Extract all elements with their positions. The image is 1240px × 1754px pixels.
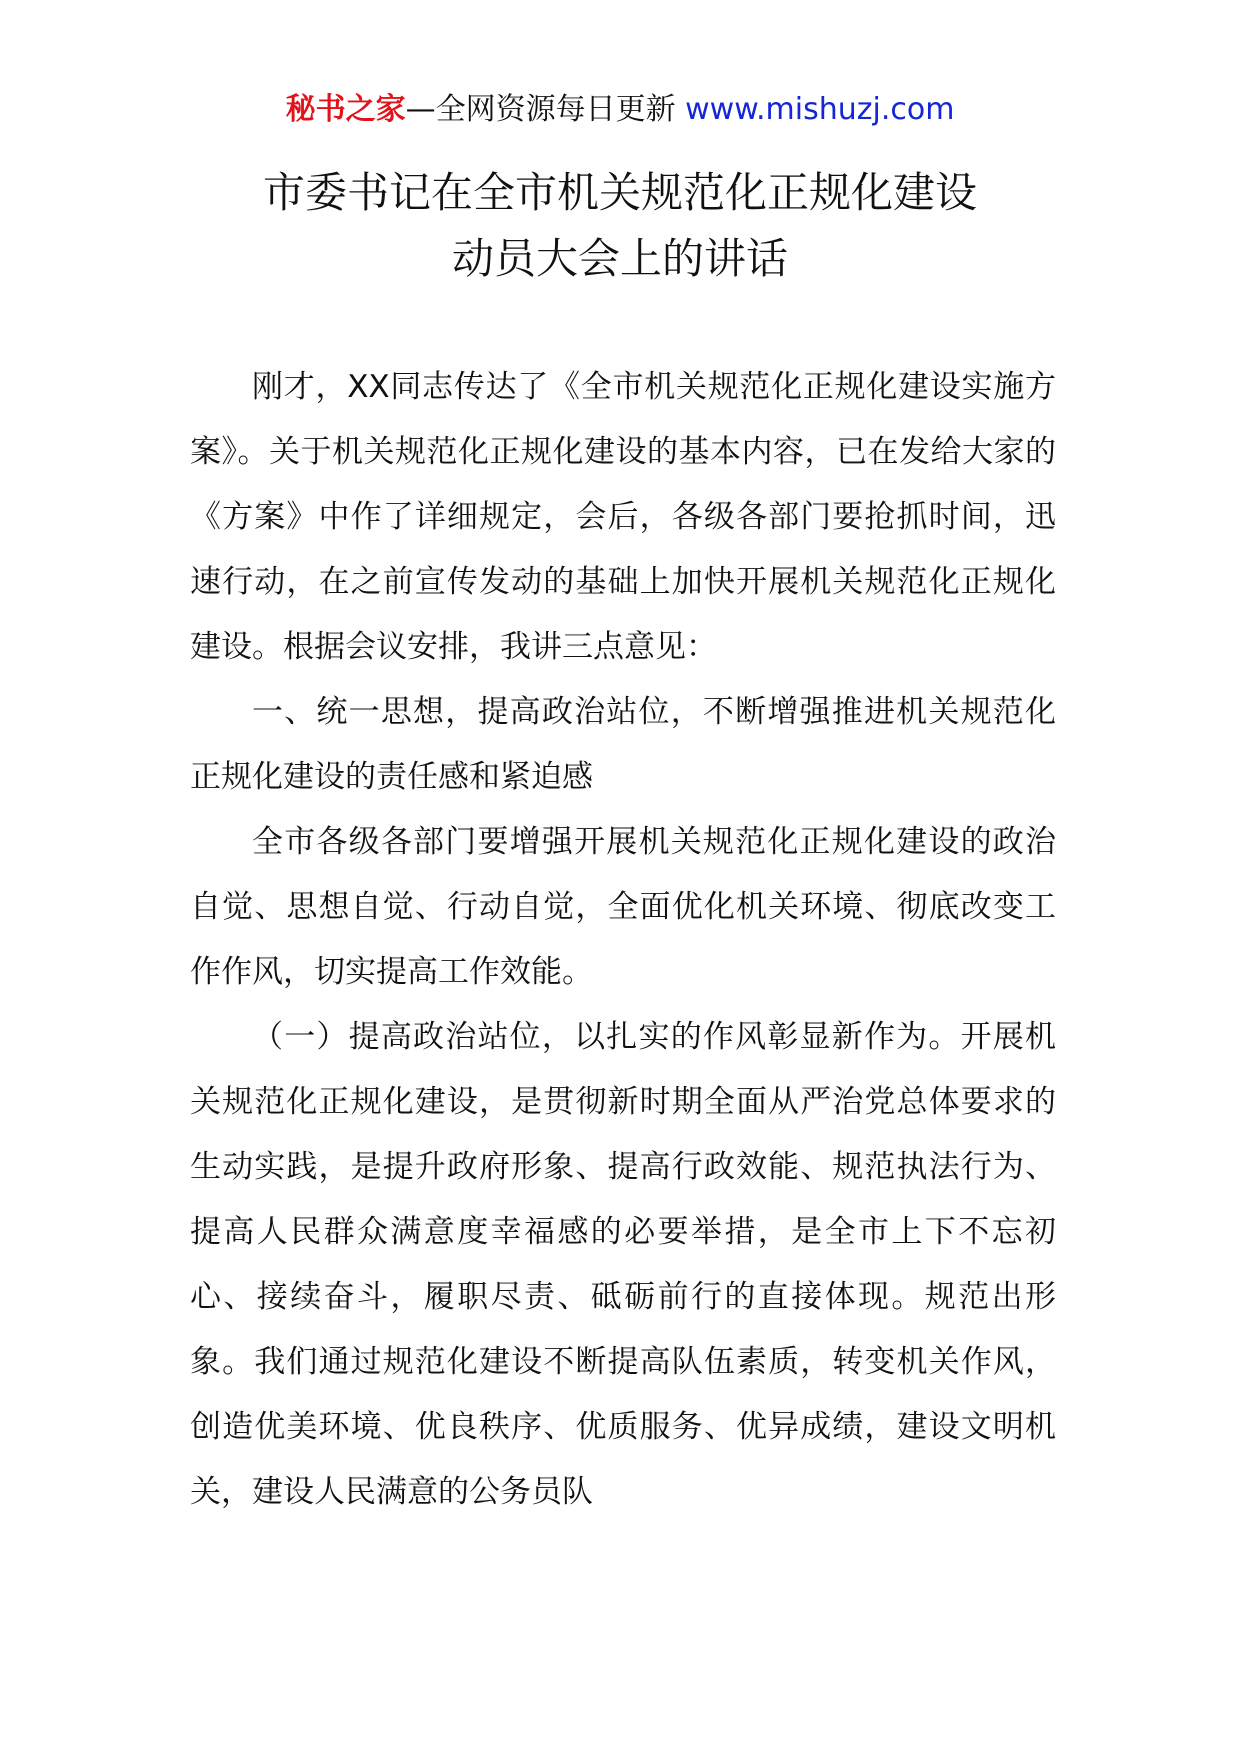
site-banner [0, 88, 1240, 132]
document-title [0, 160, 1240, 292]
intro-paragraph: 刚才，XX同志传达了《全市机关规范化正规化建设实施方案》。关于机关规范化正规化建设的基本内容，已在发给大家的《方案》中作了详细规定，会后，各级各部门要抢抓时间，迅速行动，在之前宣传发动的基础上加快开展机关规范化正规化建设。根据会议安排，我讲三点意见： [190, 369, 1056, 665]
brand-name: 秘书之家 [285, 92, 406, 127]
website-link[interactable]: www.mishuzj.com [685, 92, 955, 127]
banner-tagline: —全网资源每日更新 [405, 92, 686, 127]
title-line-2: 动员大会上的讲话 [451, 234, 788, 283]
section-1-paragraph: 全市各级各部门要增强开展机关规范化正规化建设的政治自觉、思想自觉、行动自觉，全面优化机关环境、彻底改变工作作风，切实提高工作效能。 [190, 824, 1056, 990]
document-body [190, 355, 1056, 1525]
section-heading-1: 一、统一思想，提高政治站位，不断增强推进机关规范化正规化建设的责任感和紧迫感 [190, 694, 1056, 795]
title-line-1: 市委书记在全市机关规范化正规化建设 [262, 168, 977, 217]
subsection-1-paragraph: （一）提高政治站位，以扎实的作风彰显新作为。开展机关规范化正规化建设，是贯彻新时期全面从严治党总体要求的生动实践，是提升政府形象、提高行政效能、规范执法行为、提高人民群众满意度幸福感的必要举措，是全市上下不忘初心、接续奋斗，履职尽责、砥砺前行的直接体现。规范出形象。我们通过规范化建设不断提高队伍素质，转变机关作风，创造优美环境、优良秩序、优质服务、优异成绩，建设文明机关，建设人民满意的公务员队 [190, 1019, 1056, 1510]
